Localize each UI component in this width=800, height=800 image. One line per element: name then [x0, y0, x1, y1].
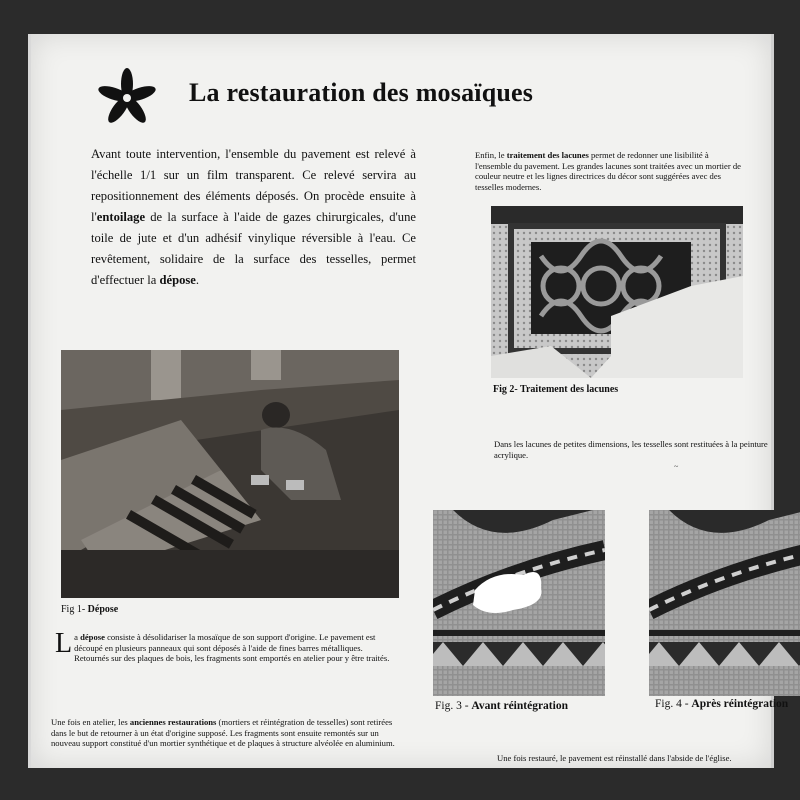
- petites-lacunes-paragraph: Dans les lacunes de petites dimensions, les tesselles sont restituées à la peinture acrylique.: [494, 439, 768, 460]
- intro-text-3: .: [195, 273, 200, 287]
- stray-mark: ~: [674, 462, 679, 471]
- intro-paragraph: [91, 144, 416, 291]
- atelier-paragraph: [51, 717, 399, 749]
- atelier-post: (mortiers et réintégration de tesselles) sont retirées dans le but de retourner à un état d'origine supposé. Les fragments sont ensuite remontés sur un nouveau support constitué d'un mortier synthétique et de plaques à structure alvéolée en aluminium.: [51, 717, 395, 748]
- page-title: La restauration des mosaïques: [189, 78, 534, 107]
- final-paragraph: Une fois restauré, le pavement est réinstallé dans l'abside de l'église.: [497, 753, 732, 763]
- dropcap-letter: L: [55, 628, 73, 659]
- intro-text-1: Avant toute intervention, l'ensemble du pavement est relevé à l'échelle 1/1 sur un film transparent. Ce relevé servira au repositionnement des éléments déposés. On procède ensuite à l': [91, 147, 416, 224]
- star-flower-icon: [91, 68, 163, 128]
- fig2-caption: [493, 384, 618, 395]
- fig4-num: Fig. 4 -: [655, 698, 692, 710]
- depose-pre: a: [74, 632, 81, 642]
- atelier-bold: anciennes restaurations: [129, 717, 217, 727]
- fig4-photo: [649, 510, 800, 696]
- lacunes-paragraph: [475, 150, 745, 192]
- intro-depose: dépose: [159, 273, 196, 287]
- fig2-num: Fig 2-: [493, 384, 521, 395]
- lacunes-pre: Enfin, le: [475, 150, 507, 160]
- fig1-label: Dépose: [87, 604, 119, 615]
- fig1-num: Fig 1-: [61, 604, 88, 615]
- intro-entoilage: entoilage: [96, 210, 146, 224]
- lacunes-bold: traitement des lacunes: [506, 150, 589, 160]
- fig2-label: Traitement des lacunes: [520, 384, 619, 395]
- atelier-pre: Une fois en atelier, les: [51, 717, 130, 727]
- depose-post: consiste à désolidariser la mosaïque de son support d'origine. Le pavement est découpé en plusieurs panneaux qui sont déposés à l'aide de fines barres métalliques. Retournés sur des plaques de bois, les fragments sont emportés en atelier pour y être traités.: [74, 632, 390, 663]
- fig3-num: Fig. 3 -: [435, 700, 472, 712]
- intro-text-2: de la surface à l'aide de gazes chirurgicales, d'une toile de jute et d'un adhésif vinylique réversible à l'eau. Ce revêtement, solidaire de la surface des tesselles, permet d'effectuer la: [91, 210, 416, 287]
- fig3-label: Avant réintégration: [471, 700, 568, 712]
- fig1-photo: [61, 350, 399, 598]
- fig4-caption: [655, 698, 788, 710]
- fig2-photo: [491, 206, 743, 378]
- depose-paragraph: [55, 628, 395, 664]
- lacunes-post: permet de redonner une lisibilité à l'ensemble du pavement. Les grandes lacunes sont traitées avec un mortier de couleur neutre et les lignes directrices du décor sont suggérées avec des tesselles modernes.: [475, 150, 741, 192]
- fig1-caption: [61, 604, 118, 615]
- fig3-caption: [435, 700, 568, 712]
- fig3-photo: [433, 510, 605, 696]
- information-panel: [28, 34, 789, 768]
- fig4-label: Après réintégration: [691, 698, 789, 710]
- depose-bold: dépose: [80, 632, 105, 642]
